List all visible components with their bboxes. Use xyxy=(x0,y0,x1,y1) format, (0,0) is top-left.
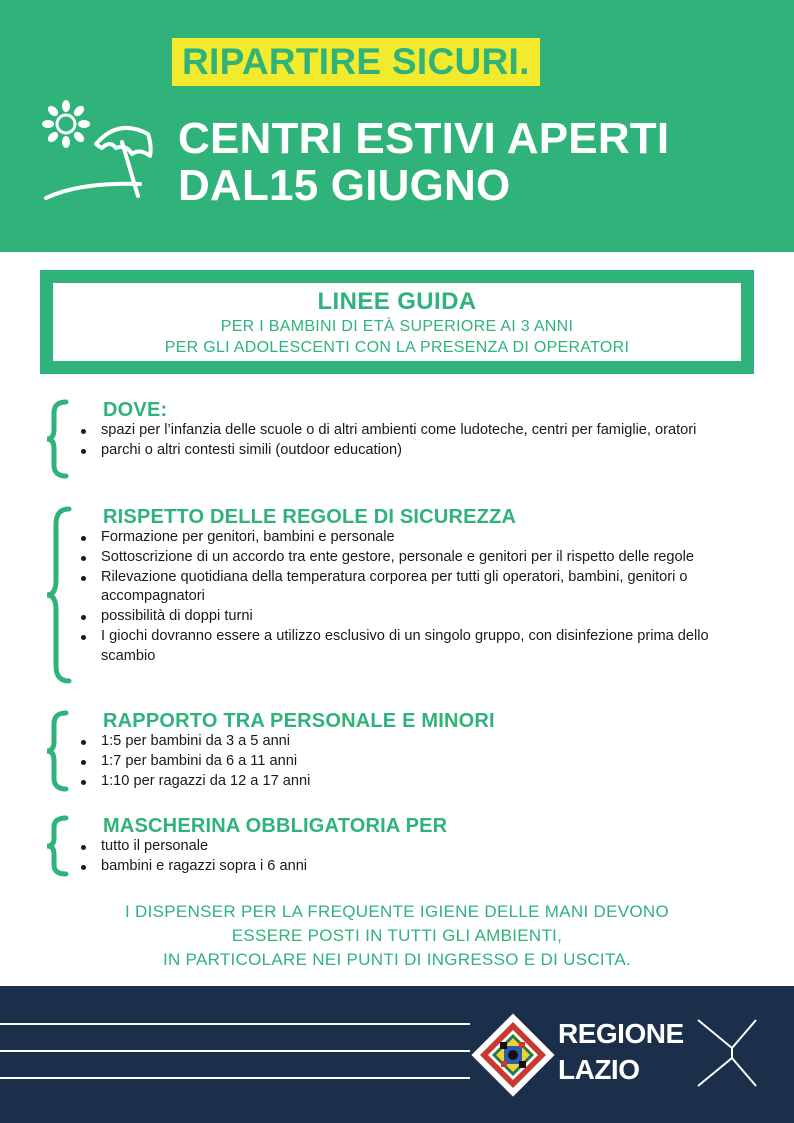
list-item: 1:10 per ragazzi da 12 a 17 anni xyxy=(101,772,761,792)
guidelines-line-2: PER GLI ADOLESCENTI CON LA PRESENZA DI OPERATORI xyxy=(164,339,630,356)
headline-line-1: CENTRI ESTIVI APERTI xyxy=(178,114,670,163)
section-safety-rules xyxy=(0,506,794,686)
curly-brace-icon xyxy=(44,506,74,684)
note-line-2: ESSERE POSTI IN TUTTI GLI AMBIENTI, xyxy=(231,926,563,945)
bullet-list xyxy=(101,528,761,667)
curly-brace-icon xyxy=(44,399,70,479)
headline-line-2: DAL15 GIUGNO xyxy=(178,161,511,210)
note-line-1: I DISPENSER PER LA FREQUENTE IGIENE DELLE MANI DEVONO xyxy=(125,902,669,921)
list-item: Sottoscrizione di un accordo tra ente gestore, personale e genitori per il rispetto delle regole xyxy=(101,548,761,568)
region-name-line-2: LAZIO xyxy=(558,1054,640,1085)
decorative-lines xyxy=(0,986,794,1123)
section-where xyxy=(0,399,794,483)
hygiene-note xyxy=(0,900,794,972)
header-banner xyxy=(0,0,794,252)
section-title: RAPPORTO TRA PERSONALE E MINORI xyxy=(103,710,495,732)
guidelines-box xyxy=(40,270,754,374)
list-item: tutto il personale xyxy=(101,837,761,857)
bullet-list xyxy=(101,421,761,461)
curly-brace-icon xyxy=(44,710,70,792)
list-item: spazi per l’infanzia delle scuole o di altri ambienti come ludoteche, centri per famiglie, oratori xyxy=(101,421,761,441)
section-title: MASCHERINA OBBLIGATORIA PER xyxy=(103,815,448,837)
bullet-list xyxy=(101,837,761,877)
headline xyxy=(178,115,669,209)
list-item: 1:5 per bambini da 3 a 5 anni xyxy=(101,732,761,752)
section-staff-ratio xyxy=(0,710,794,796)
regione-lazio-coat-of-arms xyxy=(471,1013,554,1096)
list-item: I giochi dovranno essere a utilizzo esclusivo di un singolo gruppo, con disinfezione prima dello scambio xyxy=(101,627,761,667)
bullet-list xyxy=(101,732,761,791)
footer-band xyxy=(0,986,794,1123)
section-title: RISPETTO DELLE REGOLE DI SICUREZZA xyxy=(103,506,517,528)
list-item: bambini e ragazzi sopra i 6 anni xyxy=(101,857,761,877)
list-item: 1:7 per bambini da 6 a 11 anni xyxy=(101,752,761,772)
note-line-3: IN PARTICOLARE NEI PUNTI DI INGRESSO E DI USCITA. xyxy=(162,950,632,969)
beach-umbrella-sun-icon xyxy=(40,98,160,216)
guidelines-line-1: PER I BAMBINI DI ETÀ SUPERIORE AI 3 ANNI xyxy=(220,318,574,335)
section-title: DOVE: xyxy=(103,399,168,421)
section-mask xyxy=(0,815,794,881)
guidelines-title: LINEE GUIDA xyxy=(317,288,477,315)
region-name-line-1: REGIONE xyxy=(558,1018,684,1049)
tagline: RIPARTIRE SICURI. xyxy=(172,38,540,86)
list-item: Formazione per genitori, bambini e personale xyxy=(101,528,761,548)
list-item: Rilevazione quotidiana della temperatura corporea per tutti gli operatori, bambini, genitori o accompagnatori xyxy=(101,568,761,608)
list-item: parchi o altri contesti simili (outdoor education) xyxy=(101,441,761,461)
curly-brace-icon xyxy=(44,815,70,877)
list-item: possibilità di doppi turni xyxy=(101,607,761,627)
